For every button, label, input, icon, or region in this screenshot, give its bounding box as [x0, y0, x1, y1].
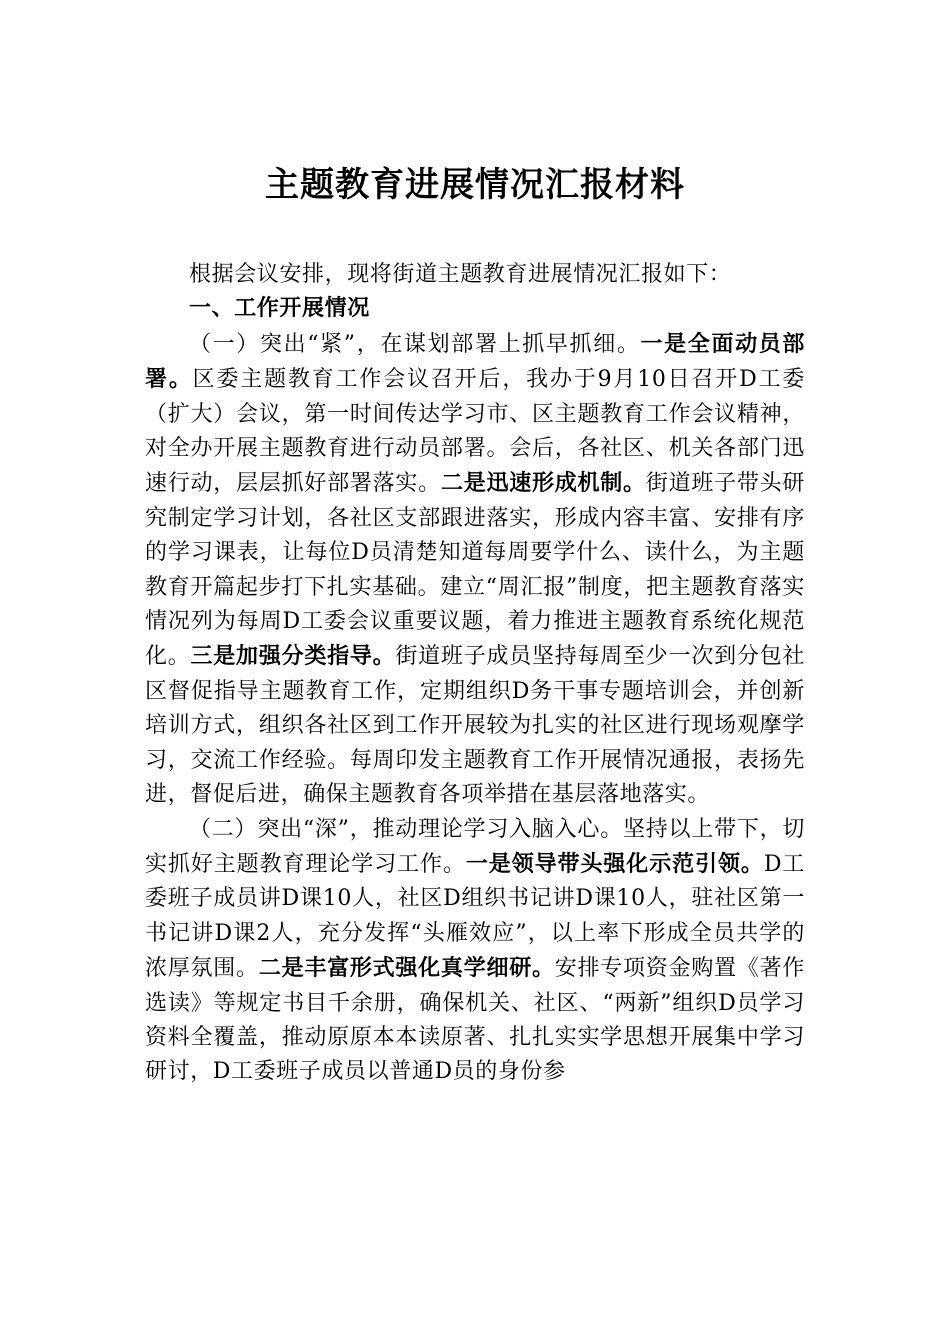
paragraph-1-bold-3: 三是加强分类指导。 [190, 643, 396, 670]
paragraph-1-text-3: 街道班子成员坚持每周至少一次到分包社区督促指导主题教育工作，定期组织D务干事专题培训会，并创新培训方式，组织各社区到工作开展较为扎实的社区进行现场观摩学习，交流工作经验。每周印发主题教育工作开展情况通报，表扬先进，督促后进，确保主题教育各项举措在基层落地落实。 [145, 644, 805, 808]
paragraph-1-bold-2: 二是迅速形成机制。 [440, 470, 646, 497]
paragraph-2-bold-1: 一是领导带头强化示范引领。 [465, 850, 764, 877]
paragraph-2-text-2: 安排专项资金购置《著作选读》等规定书目千余册，确保机关、社区、“两新”组织D员学习资料全覆盖，推动原原本本读原著、扎扎实实学思想开展集中学习研讨，D工委班子成员以普通D员的身份参 [145, 956, 805, 1085]
intro-paragraph: 根据会议安排，现将街道主题教育进展情况汇报如下： [189, 262, 732, 287]
paragraph-1-text-1: 区委主题教育工作会议召开后，我办于9月10日召开D工委（扩大）会议，第一时间传达学习市、区主题教育工作会议精神，对全办开展主题教育进行动员部署。会后，各社区、机关各部门迅速行动，层层抓好部署落实。 [145, 367, 805, 497]
paragraph-1-lead: （一）突出“紧”，在谋划部署上抓早抓细。 [189, 331, 641, 357]
document-body [145, 258, 805, 1090]
paragraph-2-text-1: D工委班子成员讲D课10人，社区D组织书记讲D课10人，驻社区第一书记讲D课2人，充分发挥“头雁效应”，以上率下形成全员共学的浓厚氛围。 [145, 851, 805, 982]
paragraph-1-text-2: 街道班子带头研究制定学习计划，各社区支部跟进落实，形成内容丰富、安排有序的学习课表，让每位D员清楚知道每周要学什么、读什么，为主题教育开篇起步打下扎实基础。建立“周汇报”制度，把主题教育落实情况列为每周D工委会议重要议题，着力推进主题教育系统化规范化。 [145, 471, 805, 670]
section-heading-1: 一、工作开展情况 [189, 296, 370, 322]
paragraph-1-bold-1: 一是全面动员部署。 [145, 330, 806, 393]
paragraph-2-lead: （二）突出“深”，推动理论学习入脑入心。坚持以上带下，切实抓好主题教育理论学习工作。 [145, 816, 805, 877]
paragraph-2 [145, 813, 805, 1090]
paragraph-1 [145, 327, 805, 813]
document-title: 主题教育进展情况汇报材料 [265, 165, 685, 205]
paragraph-2-bold-2: 二是丰富形式强化真学细研。 [258, 955, 555, 982]
